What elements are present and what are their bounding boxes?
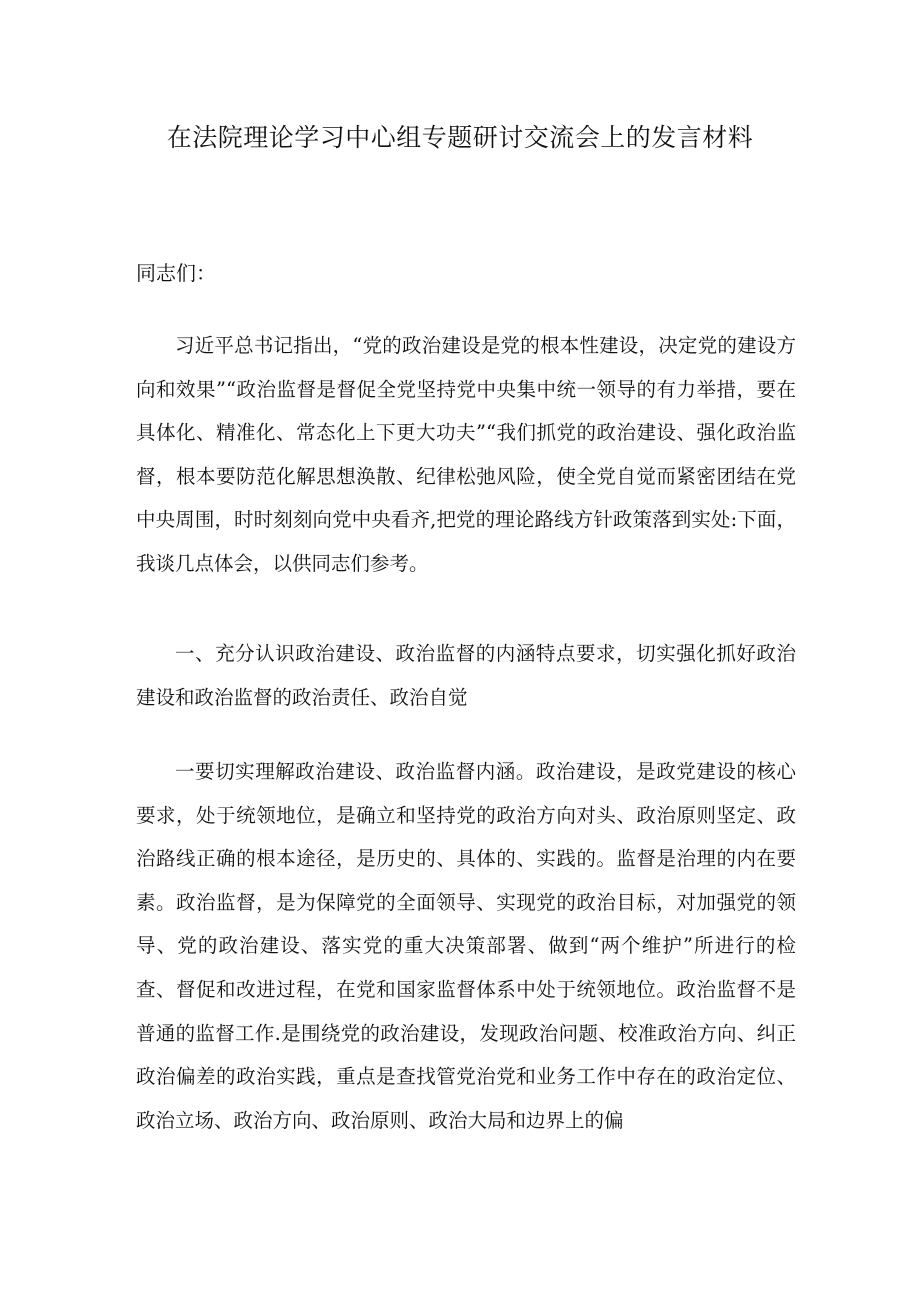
section-heading-1: 一、充分认识政治建设、政治监督的内涵特点要求，切实强化抓好政治建设和政治监督的政治责任、政治自觉 bbox=[136, 642, 796, 709]
paragraph-intro: 习近平总书记指出，“党的政治建设是党的根本性建设，决定党的建设方向和效果”“政治监督是督促全党坚持党中央集中统一领导的有力举措，要在具体化、精准化、常态化上下更大功夫”“我们抓党的政治建设、强化政治监督，根本要防范化解思想涣散、纪律松弛风险，使全党自觉而紧密团结在党中央周围，时时刻刻向党中央看齐,把党的理论路线方针政策落到实处:下面，我谈几点体会，以供同志们参考。 bbox=[136, 334, 796, 575]
document-title: 在法院理论学习中心组专题研讨交流会上的发言材料 bbox=[166, 123, 754, 152]
salutation: 同志们： bbox=[136, 261, 216, 285]
paragraph-body-1: 一要切实理解政治建设、政治监督内涵。政治建设，是政党建设的核心要求，处于统领地位，是确立和坚持党的政治方向对头、政治原则坚定、政治路线正确的根本途径，是历史的、具体的、实践的。监督是治理的内在要素。政治监督，是为保障党的全面领导、实现党的政治目标，对加强党的领导、党的政治建设、落实党的重大决策部署、做到“两个维护”所进行的检查、督促和改进过程，在党和国家监督体系中处于统领地位。政治监督不是普通的监督工作.是围绕党的政治建设，发现政治问题、校准政治方向、纠正政治偏差的政治实践，重点是查找管党治党和业务工作中存在的政治定位、政治立场、政治方向、政治原则、政治大局和边界上的偏 bbox=[136, 760, 796, 1132]
